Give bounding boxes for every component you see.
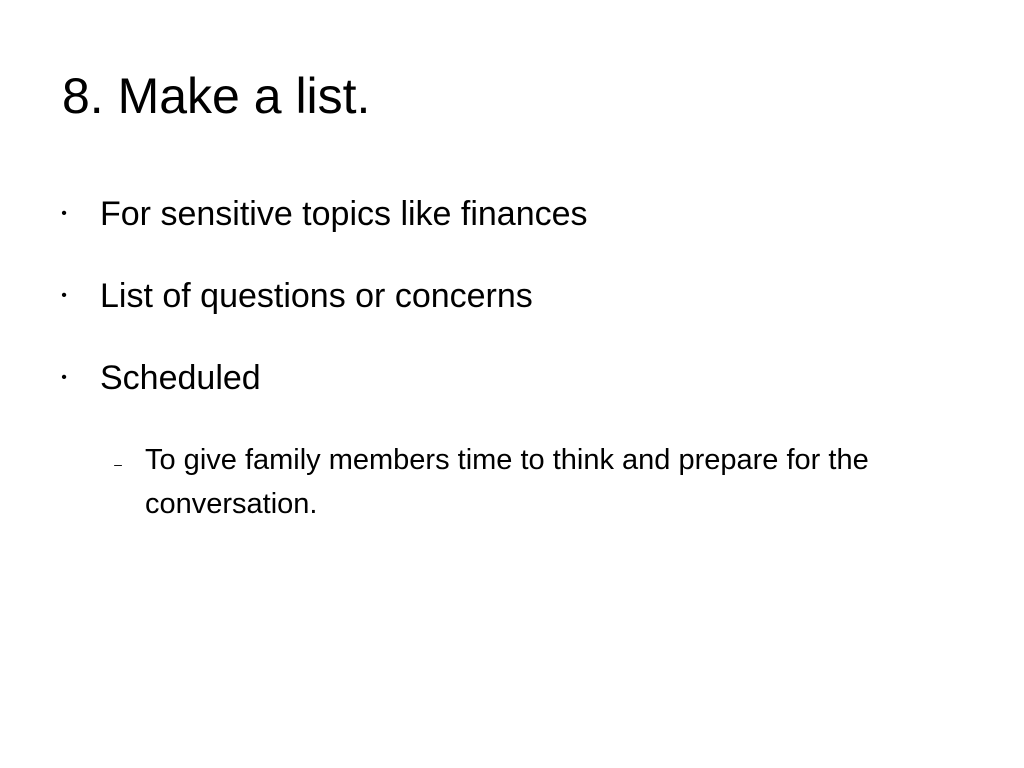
slide-title: 8. Make a list. [62,68,371,124]
bullet-dot-icon: • [61,287,67,304]
sub-bullet-text: To give family members time to think and prepare for the conversation. [145,444,869,520]
bullet-text: Scheduled [100,359,261,397]
bullet-dot-icon: • [61,205,67,222]
bullet-dot-icon: • [61,369,67,386]
sub-bullet-dash-icon: – [114,456,122,472]
bullet-text: For sensitive topics like finances [100,195,588,233]
sub-bullet-item [112,438,972,538]
bullet-text: List of questions or concerns [100,277,533,315]
